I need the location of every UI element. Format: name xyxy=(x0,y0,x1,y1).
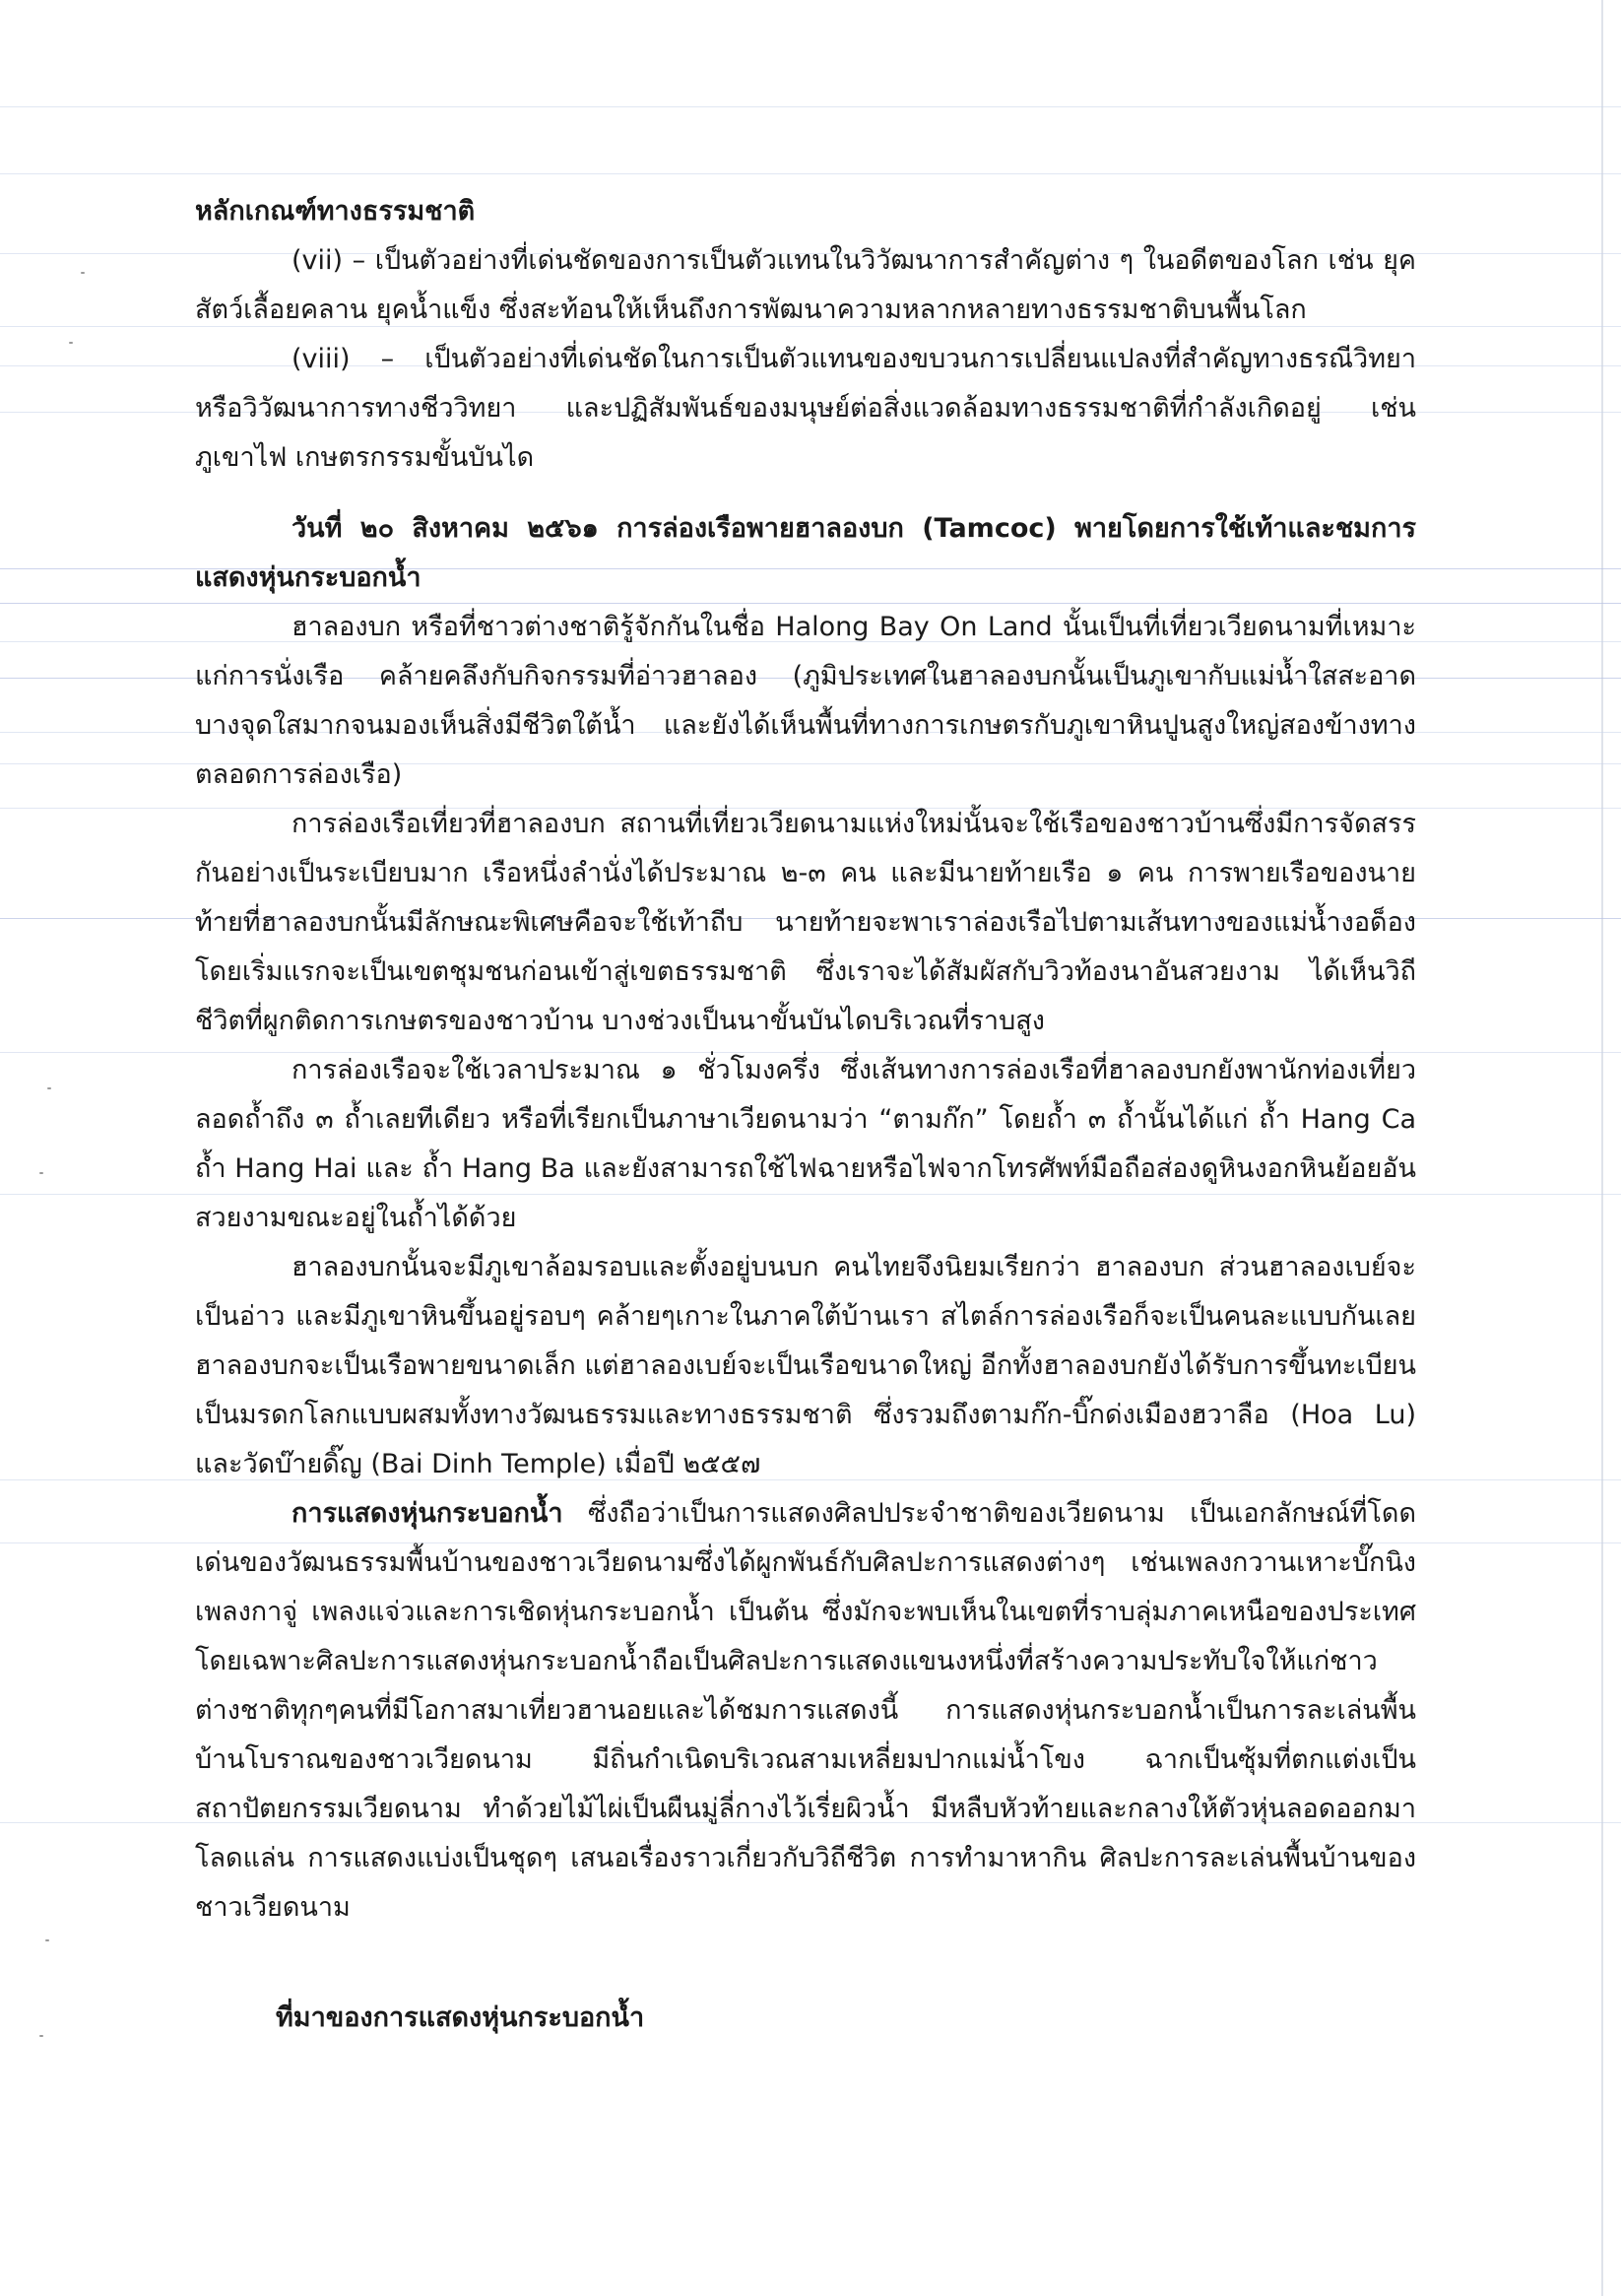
scan-speck xyxy=(45,1939,49,1941)
scan-speck xyxy=(81,272,85,274)
scan-speck xyxy=(69,342,73,344)
water-puppet-term: การแสดงหุ่นกระบอกน้ำ xyxy=(292,1498,563,1529)
criterion-label: (vii) xyxy=(292,245,344,276)
criteria-heading: หลักเกณฑ์ทางธรรมชาติ xyxy=(195,196,476,227)
day-heading: วันที่ ๒๐ สิงหาคม ๒๕๖๑ การล่องเรือพายฮาลองบก (Tamcoc) พายโดยการใช้เท้าและชมการแสดงหุ่นกระบอกน้ำ xyxy=(195,513,1416,593)
paragraph-halong-comparison: ฮาลองบกนั้นจะมีภูเขาล้อมรอบและตั้งอยู่บนบก คนไทยจึงนิยมเรียกว่า ฮาลองบก ส่วนฮาลองเบย์จะเป็นอ่าว และมีภูเขาหินขึ้นอยู่รอบๆ คล้ายๆเกาะในภาคใต้บ้านเรา สไตล์การล่องเรือก็จะเป็นคนละแบบกันเลย ฮาลองบกจะเป็นเรือพายขนาดเล็ก แต่ฮาลองเบย์จะเป็นเรือขนาดใหญ่ อีกทั้งฮาลองบกยังได้รับการขึ้นทะเบียนเป็นมรดกโลกแบบผสมทั้งทางวัฒนธรรมและทางธรรมชาติ ซึ่งรวมถึงตามก๊ก-บิ๊กด่งเมืองฮวาลือ (Hoa Lu) และวัดบ๊ายดิ๊ญ (Bai Dinh Temple) เมื่อปี ๒๕๕๗ xyxy=(195,1252,1416,1479)
criterion-text: – เป็นตัวอย่างที่เด่นชัดของการเป็นตัวแทนในวิวัฒนาการสำคัญต่าง ๆ ในอดีตของโลก เช่น ยุคสัตว์เลื้อยคลาน ยุคน้ำแข็ง ซึ่งสะท้อนให้เห็นถึงการพัฒนาความหลากหลายทางธรรมชาติบนพื้นโลก xyxy=(195,245,1416,325)
paragraph-halong-bok-intro: ฮาลองบก หรือที่ชาวต่างชาติรู้จักกันในชื่อ Halong Bay On Land นั้นเป็นที่เที่ยวเวียดนามที่เหมาะแก่การนั่งเรือ คล้ายคลึงกับกิจกรรมที่อ่าวฮาลอง (ภูมิประเทศในฮาลองบกนั้นเป็นภูเขากับแม่น้ำใสสะอาด บางจุดใสมากจนมองเห็นสิ่งมีชีวิตใต้น้ำ และยังได้เห็นพื้นที่ทางการเกษตรกับภูเขาหินปูนสูงใหญ่สองข้างทางตลอดการล่องเรือ) xyxy=(195,612,1416,790)
criterion-label: (viii) xyxy=(292,344,351,374)
paragraph-caves: การล่องเรือจะใช้เวลาประมาณ ๑ ชั่วโมงครึ่ง ซึ่งเส้นทางการล่องเรือที่ฮาลองบกยังพานักท่องเที่ยวลอดถ้ำถึง ๓ ถ้ำเลยทีเดียว หรือที่เรียกเป็นภาษาเวียดนามว่า “ตามก๊ก” โดยถ้ำ ๓ ถ้ำนั้นได้แก่ ถ้ำ Hang Ca ถ้ำ Hang Hai และ ถ้ำ Hang Ba และยังสามารถใช้ไฟฉายหรือไฟจากโทรศัพท์มือถือส่องดูหินงอกหินย้อยอันสวยงามขณะอยู่ในถ้ำได้ด้วย xyxy=(195,1055,1416,1233)
scan-line xyxy=(0,173,1621,174)
criterion-viii xyxy=(195,335,1416,483)
criterion-text: – เป็นตัวอย่างที่เด่นชัดในการเป็นตัวแทนของขบวนการเปลี่ยนแปลงที่สำคัญทางธรณีวิทยาหรือวิวัฒนาการทางชีววิทยา และปฏิสัมพันธ์ของมนุษย์ต่อสิ่งแวดล้อมทางธรรมชาติที่กำลังเกิดอยู่ เช่น ภูเขาไฟ เกษตรกรรมขั้นบันได xyxy=(195,344,1416,473)
page-edge-shadow xyxy=(1601,0,1603,2296)
scan-line xyxy=(0,106,1621,107)
paragraph-water-puppet xyxy=(195,1489,1416,1933)
paragraph-boat-trip: การล่องเรือเที่ยวที่ฮาลองบก สถานที่เที่ยวเวียดนามแห่งใหม่นั้นจะใช้เรือของชาวบ้านซึ่งมีการจัดสรรกันอย่างเป็นระเบียบมาก เรือหนึ่งลำนั่งได้ประมาณ ๒-๓ คน และมีนายท้ายเรือ ๑ คน การพายเรือของนายท้ายที่ฮาลองบกนั้นมีลักษณะพิเศษคือจะใช้เท้าถีบ นายท้ายจะพาเราล่องเรือไปตามเส้นทางของแม่น้ำงอด็อง โดยเริ่มแรกจะเป็นเขตชุมชนก่อนเข้าสู่เขตธรรมชาติ ซึ่งเราจะได้สัมผัสกับวิวท้องนาอันสวยงาม ได้เห็นวิถีชีวิตที่ผูกติดการเกษตรของชาวบ้าน บางช่วงเป็นนาขั้นบันไดบริเวณที่ราบสูง xyxy=(195,809,1416,1036)
origin-heading: ที่มาของการแสดงหุ่นกระบอกน้ำ xyxy=(276,2002,645,2033)
document-body xyxy=(195,187,1416,2043)
scan-speck xyxy=(39,2035,43,2037)
scan-speck xyxy=(47,1087,51,1089)
criterion-vii xyxy=(195,236,1416,335)
scan-speck xyxy=(39,1172,43,1174)
water-puppet-description: ซึ่งถือว่าเป็นการแสดงศิลปประจำชาติของเวียดนาม เป็นเอกลักษณ์ที่โดดเด่นของวัฒนธรรมพื้นบ้านของชาวเวียดนามซึ่งได้ผูกพันธ์กับศิลปะการแสดงต่างๆ เช่นเพลงกวานเหาะบั๊กนิงเพลงกาจู่ เพลงแจ่วและการเชิดหุ่นกระบอกน้ำ เป็นต้น ซึ่งมักจะพบเห็นในเขตที่ราบลุ่มภาคเหนือของประเทศ โดยเฉพาะศิลปะการแสดงหุ่นกระบอกน้ำถือเป็นศิลปะการแสดงแขนงหนึ่งที่สร้างความประทับใจให้แก่ชาวต่างชาติทุกๆคนที่มีโอกาสมาเที่ยวฮานอยและได้ชมการแสดงนี้ การแสดงหุ่นกระบอกน้ำเป็นการละเล่นพื้นบ้านโบราณของชาวเวียดนาม มีถิ่นกำเนิดบริเวณสามเหลี่ยมปากแม่น้ำโขง ฉากเป็นซุ้มที่ตกแต่งเป็นสถาปัตยกรรมเวียดนาม ทำด้วยไม้ไผ่เป็นผืนมู่ลี่กางไว้เรี่ยผิวน้ำ มีหลืบหัวท้ายและกลางให้ตัวหุ่นลอดออกมาโลดแล่น การแสดงแบ่งเป็นชุดๆ เสนอเรื่องราวเกี่ยวกับวิถีชีวิต การทำมาหากิน ศิลปะการละเล่นพื้นบ้านของชาวเวียดนาม xyxy=(195,1498,1416,1923)
